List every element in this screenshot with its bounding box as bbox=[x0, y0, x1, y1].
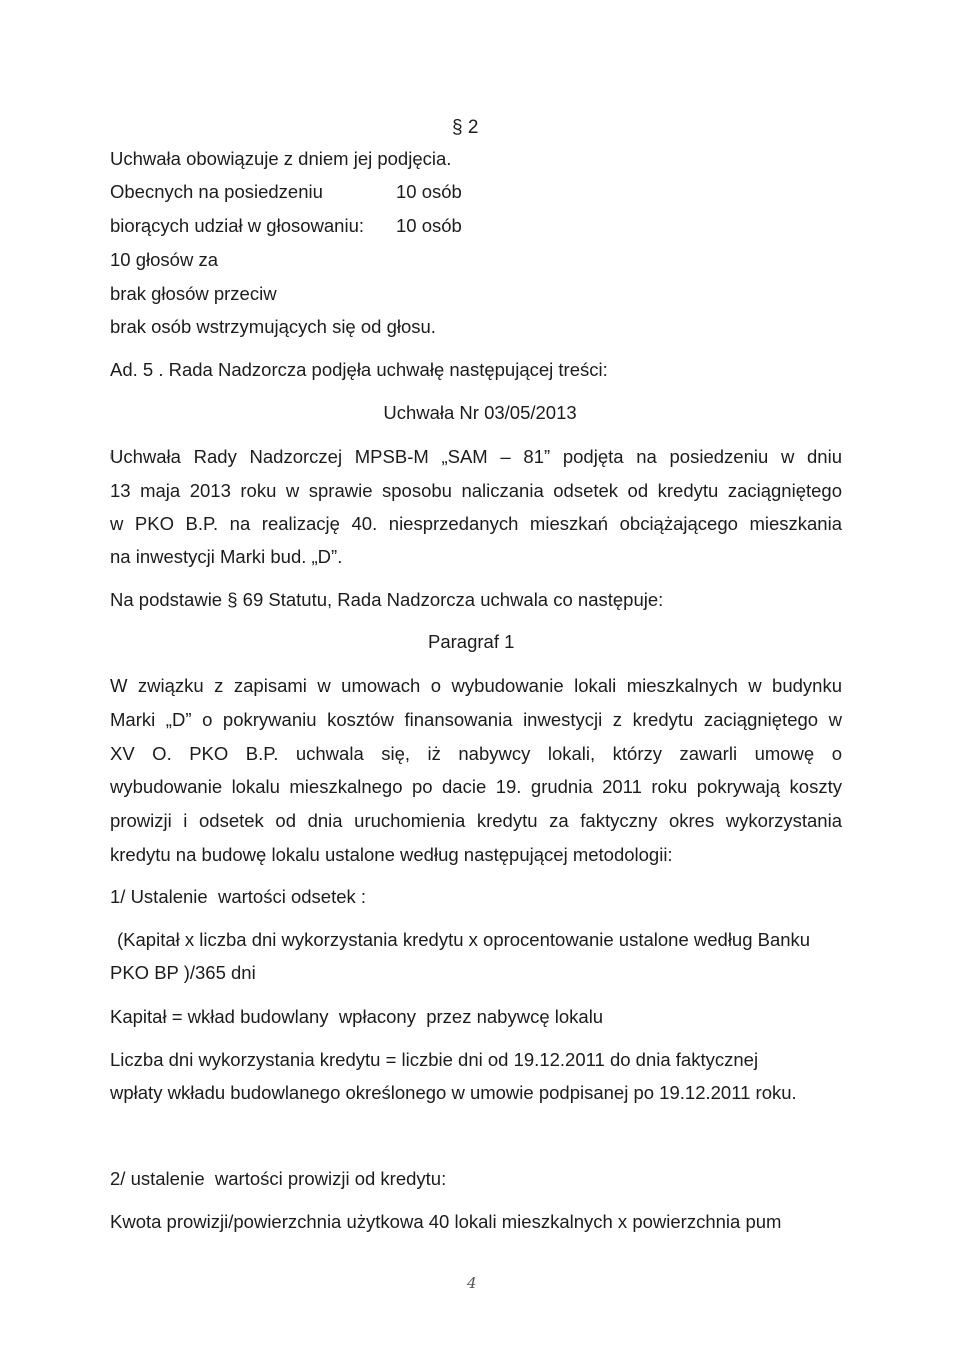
abstain-line: brak osób wstrzymujących się od głosu. bbox=[110, 316, 436, 337]
resolution-body-line: w PKO B.P. na realizację 40. niesprzedanych mieszkań obciążającego mieszkania bbox=[110, 513, 842, 534]
effective-date-line: Uchwała obowiązuje z dniem jej podjęcia. bbox=[110, 148, 452, 169]
resolution-title: Uchwała Nr 03/05/2013 bbox=[383, 402, 577, 423]
interest-heading: 1/ Ustalenie wartości odsetek : bbox=[110, 886, 367, 907]
days-definition-line: Liczba dni wykorzystania kredytu = liczbie dni od 19.12.2011 do dnia faktycznej bbox=[110, 1049, 759, 1070]
statute-line: Na podstawie § 69 Statutu, Rada Nadzorcza uchwala co następuje: bbox=[110, 589, 664, 610]
capital-definition: Kapitał = wkład budowlany wpłacony przez nabywcę lokalu bbox=[110, 1006, 604, 1027]
paragraph-body-line: W związku z zapisami w umowach o wybudowanie lokali mieszkalnych w budynku bbox=[110, 675, 842, 696]
voting-label: biorących udział w głosowaniu: bbox=[110, 215, 364, 236]
commission-formula: Kwota prowizji/powierzchnia użytkowa 40 lokali mieszkalnych x powierzchnia pum bbox=[110, 1211, 782, 1232]
present-value: 10 osób bbox=[396, 181, 462, 202]
section-mark: § 2 bbox=[452, 117, 479, 138]
paragraph-body-line: wybudowanie lokalu mieszkalnego po dacie 19. grudnia 2011 roku pokrywają koszty bbox=[110, 776, 842, 797]
votes-against: brak głosów przeciw bbox=[110, 283, 277, 304]
present-label: Obecnych na posiedzeniu bbox=[110, 181, 323, 202]
paragraph-body-line: XV O. PKO B.P. uchwala się, iż nabywcy lokali, którzy zawarli umowę o bbox=[110, 743, 842, 764]
voting-value: 10 osób bbox=[396, 215, 462, 236]
paragraph-body-line: Marki „D” o pokrywaniu kosztów finansowania inwestycji z kredytu zaciągniętego w bbox=[110, 709, 842, 730]
paragraph-body-line: prowizji i odsetek od dnia uruchomienia kredytu za faktyczny okres wykorzystania bbox=[110, 810, 842, 831]
paragraph-body-last-line: kredytu na budowę lokalu ustalone według następującej metodologii: bbox=[110, 844, 673, 865]
days-definition-line: wpłaty wkładu budowlanego określonego w umowie podpisanej po 19.12.2011 roku. bbox=[110, 1082, 797, 1103]
commission-heading: 2/ ustalenie wartości prowizji od kredytu: bbox=[110, 1168, 447, 1189]
resolution-body-last-line: na inwestycji Marki bud. „D”. bbox=[110, 546, 343, 567]
resolution-body-line: 13 maja 2013 roku w sprawie sposobu naliczania odsetek od kredytu zaciągniętego bbox=[110, 480, 842, 501]
agenda-item-5: Ad. 5 . Rada Nadzorcza podjęła uchwałę następującej treści: bbox=[110, 359, 608, 380]
resolution-body-line: Uchwała Rady Nadzorczej MPSB-M „SAM – 81” podjęta na posiedzeniu w dniu bbox=[110, 446, 842, 467]
interest-formula-line: (Kapitał x liczba dni wykorzystania kredytu x oprocentowanie ustalone według Banku bbox=[117, 929, 811, 950]
page-number: 4 bbox=[467, 1274, 477, 1292]
interest-formula-line: PKO BP )/365 dni bbox=[110, 962, 256, 983]
paragraph-title: Paragraf 1 bbox=[428, 631, 515, 652]
votes-for: 10 głosów za bbox=[110, 249, 218, 270]
